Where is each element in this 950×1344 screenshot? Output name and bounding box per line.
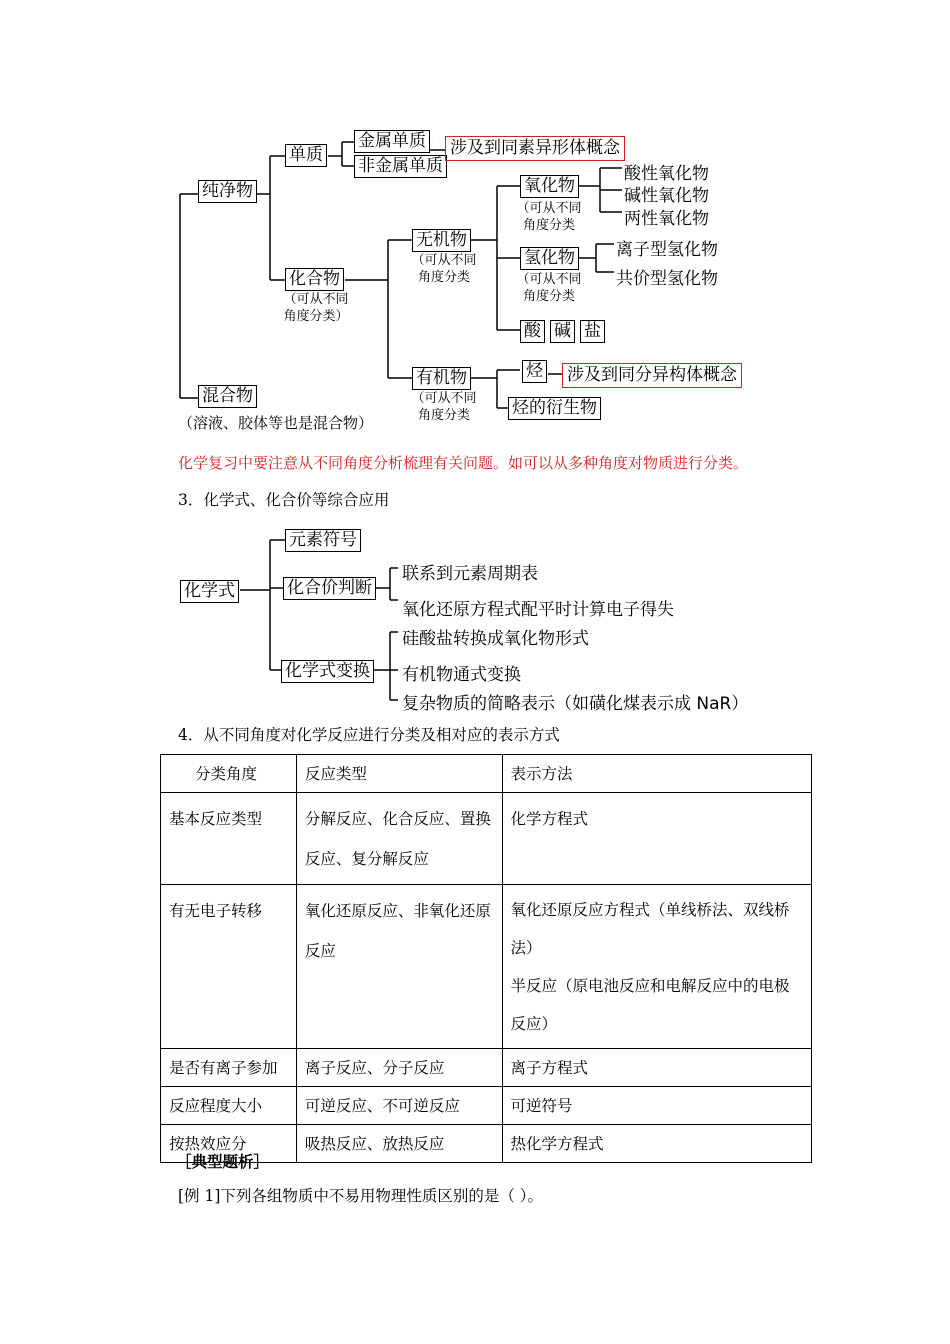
table-header: 表示方法 xyxy=(502,755,811,793)
hydride-type-covalent: 共价型氢化物 xyxy=(616,269,718,289)
isomer-note: 涉及到同分异构体概念 xyxy=(562,363,742,388)
node-valence: 化合价判断 xyxy=(283,577,376,600)
section3-heading: 3．化学式、化合价等综合应用 xyxy=(178,491,390,509)
example-1: [例 1]下列各组物质中不易用物理性质区别的是（ ）。 xyxy=(178,1187,544,1205)
link-organic-formula: 有机物通式变换 xyxy=(402,665,521,685)
method-line: 氧化还原反应方程式（单线桥法、双线桥法） xyxy=(510,901,790,957)
node-pure: 纯净物 xyxy=(198,180,257,203)
table-cell-angle: 基本反应类型 xyxy=(161,793,297,885)
table-cell-type: 可逆反应、不可逆反应 xyxy=(296,1087,502,1125)
table-row xyxy=(161,793,812,885)
table-row xyxy=(161,885,812,1049)
table-cell-angle: 反应程度大小 xyxy=(161,1087,297,1125)
node-nonmetal: 非金属单质 xyxy=(354,155,447,178)
node-base: 碱 xyxy=(550,320,575,343)
mixture-note: （溶液、胶体等也是混合物） xyxy=(178,414,374,432)
oxide-type-basic: 碱性氧化物 xyxy=(624,186,709,206)
node-chemical-formula: 化学式 xyxy=(180,580,239,603)
oxide-type-amphoteric: 两性氧化物 xyxy=(624,209,709,229)
typical-heading: ［典型题析］ xyxy=(176,1152,270,1171)
table-cell-type: 分解反应、化合反应、置换反应、复分解反应 xyxy=(296,793,502,885)
allotrope-note: 涉及到同素异形体概念 xyxy=(445,136,625,161)
table-header-row xyxy=(161,755,812,793)
node-element-symbol: 元素符号 xyxy=(285,529,361,552)
table-cell-method xyxy=(502,885,811,1049)
node-metal: 金属单质 xyxy=(354,130,430,153)
node-hydrocarbon: 烃 xyxy=(522,360,547,383)
link-periodic-table: 联系到元素周期表 xyxy=(402,564,538,584)
hydride-type-ionic: 离子型氢化物 xyxy=(616,240,718,260)
node-element-substance: 单质 xyxy=(285,144,327,167)
method-line: 半反应（原电池反应和电解反应中的电极反应） xyxy=(510,977,790,1033)
table-cell-method: 化学方程式 xyxy=(502,793,811,885)
review-tip: 化学复习中要注意从不同角度分析梳理有关问题。如可以从多种角度对物质进行分类。 xyxy=(178,454,749,472)
oxide-note: （可从不同 角度分类 xyxy=(516,201,582,233)
node-mixture: 混合物 xyxy=(198,385,257,408)
section4-heading: 4．从不同角度对化学反应进行分类及相对应的表示方式 xyxy=(178,726,560,744)
link-redox-balance: 氧化还原方程式配平时计算电子得失 xyxy=(402,600,674,620)
hydride-note: （可从不同 角度分类 xyxy=(516,272,582,304)
oxide-type-acidic: 酸性氧化物 xyxy=(624,164,709,184)
table-cell-angle: 有无电子转移 xyxy=(161,885,297,1049)
node-salt: 盐 xyxy=(580,320,605,343)
compound-note: （可从不同 角度分类） xyxy=(283,292,349,324)
table-cell-method: 热化学方程式 xyxy=(502,1125,811,1163)
node-derivative: 烃的衍生物 xyxy=(508,397,601,420)
table-cell-type: 吸热反应、放热反应 xyxy=(296,1125,502,1163)
table-cell-angle: 是否有离子参加 xyxy=(161,1049,297,1087)
reaction-classification-table xyxy=(160,754,812,1163)
table-header: 分类角度 xyxy=(161,755,297,793)
table-cell-angle: 按热效应分 xyxy=(161,1125,297,1163)
table-row xyxy=(161,1049,812,1087)
node-hydride: 氢化物 xyxy=(520,247,579,270)
table-cell-type: 离子反应、分子反应 xyxy=(296,1049,502,1087)
table-header: 反应类型 xyxy=(296,755,502,793)
node-organic: 有机物 xyxy=(412,367,471,390)
link-silicate: 硅酸盐转换成氧化物形式 xyxy=(402,629,589,649)
table-cell-type: 氧化还原反应、非氧化还原反应 xyxy=(296,885,502,1049)
node-inorganic: 无机物 xyxy=(412,229,471,252)
table-cell-method: 可逆符号 xyxy=(502,1087,811,1125)
node-acid: 酸 xyxy=(520,320,545,343)
organic-note: （可从不同 角度分类 xyxy=(411,391,477,423)
link-simplified: 复杂物质的简略表示（如磺化煤表示成 NaR） xyxy=(402,694,749,714)
node-compound: 化合物 xyxy=(285,268,344,291)
table-cell-method: 离子方程式 xyxy=(502,1049,811,1087)
node-oxide: 氧化物 xyxy=(520,175,579,198)
node-formula-transform: 化学式变换 xyxy=(281,660,374,683)
inorganic-note: （可从不同 角度分类 xyxy=(411,253,477,285)
table-row xyxy=(161,1087,812,1125)
